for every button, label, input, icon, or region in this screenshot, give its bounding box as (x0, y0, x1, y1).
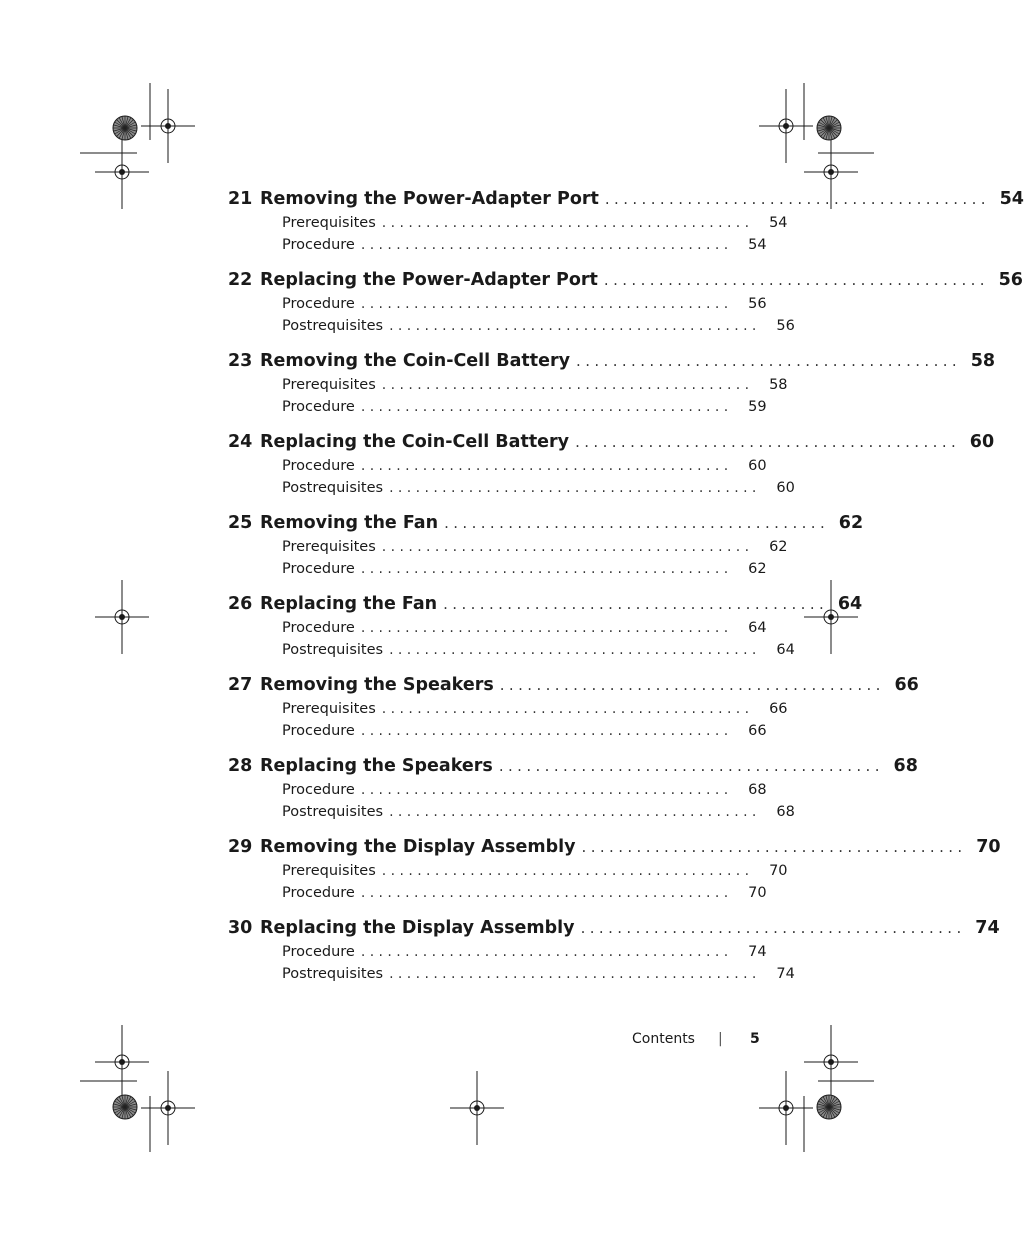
chapter-page: 62 (838, 513, 864, 533)
section-page: 56 (776, 318, 795, 334)
chapter-number: 25 (228, 513, 253, 533)
section-label: Postrequisites (282, 966, 384, 982)
dot-leader: .......................................... (499, 676, 885, 694)
dot-leader: .......................................... (443, 595, 829, 613)
toc-section-entry[interactable] (228, 782, 767, 804)
dot-leader: .......................................... (444, 514, 830, 532)
dot-leader: .......................................... (360, 237, 733, 253)
section-label: Prerequisites (282, 215, 376, 231)
chapter-number: 29 (228, 837, 253, 857)
toc-section-entry[interactable] (228, 458, 767, 480)
dot-leader: .......................................... (381, 863, 754, 879)
section-label: Procedure (282, 782, 355, 798)
chapter-page: 70 (976, 837, 1001, 857)
toc-chapter-entry[interactable] (228, 270, 1023, 296)
dot-leader: .......................................... (389, 642, 761, 658)
section-page: 59 (748, 399, 767, 415)
page-footer (0, 1031, 954, 1053)
chapter-title: Removing the Display Assembly (260, 837, 576, 857)
section-page: 56 (748, 296, 767, 312)
section-label: Procedure (282, 296, 355, 312)
section-page: 60 (776, 480, 795, 496)
dot-leader: .......................................... (360, 723, 733, 739)
section-label: Procedure (282, 399, 355, 415)
toc-chapter-entry[interactable] (228, 756, 918, 782)
dot-leader: .......................................... (389, 480, 761, 496)
toc-chapter-entry[interactable] (228, 432, 995, 458)
chapter-title: Replacing the Speakers (260, 756, 493, 776)
section-page: 66 (748, 723, 767, 739)
dot-leader: .......................................... (576, 352, 962, 370)
dot-leader: .......................................... (498, 757, 884, 775)
toc-section-entry[interactable] (228, 318, 795, 340)
chapter-page: 64 (837, 594, 863, 614)
chapter-page: 56 (998, 270, 1023, 290)
section-page: 54 (769, 215, 788, 231)
footer-section-label: Contents (632, 1031, 695, 1047)
section-page: 64 (776, 642, 795, 658)
chapter-title: Removing the Power-Adapter Port (260, 189, 599, 209)
chapter-title: Replacing the Fan (260, 594, 438, 614)
dot-leader: .......................................... (360, 885, 733, 901)
section-label: Procedure (282, 944, 355, 960)
toc-section-entry[interactable] (228, 966, 795, 988)
toc-chapter-entry[interactable] (228, 837, 1001, 863)
toc-section-entry[interactable] (228, 701, 788, 723)
dot-leader: .......................................... (389, 804, 761, 820)
section-page: 70 (748, 885, 767, 901)
dot-leader: .......................................... (360, 399, 733, 415)
chapter-number: 21 (228, 189, 253, 209)
chapter-number: 28 (228, 756, 253, 776)
toc-chapter-entry[interactable] (228, 513, 864, 539)
chapter-title: Replacing the Coin-Cell Battery (260, 432, 570, 452)
section-page: 68 (776, 804, 795, 820)
section-label: Procedure (282, 885, 355, 901)
section-page: 62 (769, 539, 788, 555)
section-label: Prerequisites (282, 539, 376, 555)
chapter-title: Removing the Fan (260, 513, 439, 533)
chapter-number: 22 (228, 270, 253, 290)
toc-chapter-entry[interactable] (228, 675, 919, 701)
section-label: Prerequisites (282, 701, 376, 717)
dot-leader: .......................................... (389, 966, 761, 982)
dot-leader: .......................................... (360, 296, 733, 312)
section-label: Postrequisites (282, 318, 384, 334)
section-label: Postrequisites (282, 804, 384, 820)
toc-section-entry[interactable] (228, 296, 767, 318)
toc-section-entry[interactable] (228, 237, 767, 259)
section-page: 74 (748, 944, 767, 960)
section-label: Procedure (282, 237, 355, 253)
dot-leader: .......................................... (603, 271, 989, 289)
chapter-number: 27 (228, 675, 253, 695)
toc-section-entry[interactable] (228, 480, 795, 502)
toc-section-entry[interactable] (228, 944, 767, 966)
section-page: 68 (748, 782, 767, 798)
chapter-page: 60 (969, 432, 995, 452)
toc-section-entry[interactable] (228, 642, 795, 664)
chapter-title: Replacing the Display Assembly (260, 918, 575, 938)
toc-section-entry[interactable] (228, 399, 767, 421)
section-label: Procedure (282, 620, 355, 636)
chapter-title: Replacing the Power-Adapter Port (260, 270, 598, 290)
chapter-number: 24 (228, 432, 253, 452)
section-page: 66 (769, 701, 788, 717)
toc-chapter-entry[interactable] (228, 351, 996, 377)
toc-section-entry[interactable] (228, 804, 795, 826)
dot-leader: .......................................... (381, 539, 754, 555)
section-label: Postrequisites (282, 642, 384, 658)
dot-leader: .......................................... (360, 782, 733, 798)
section-page: 58 (769, 377, 788, 393)
dot-leader: .......................................... (360, 620, 733, 636)
chapter-number: 26 (228, 594, 253, 614)
dot-leader: .......................................... (381, 377, 754, 393)
chapter-number: 30 (228, 918, 253, 938)
chapter-page: 66 (894, 675, 919, 695)
dot-leader: .......................................... (360, 944, 733, 960)
chapter-page: 54 (999, 189, 1024, 209)
section-label: Procedure (282, 561, 355, 577)
section-page: 60 (748, 458, 767, 474)
section-label: Prerequisites (282, 863, 376, 879)
footer-page-number: 5 (750, 1031, 760, 1047)
dot-leader: .......................................... (360, 458, 733, 474)
section-page: 54 (748, 237, 767, 253)
section-label: Procedure (282, 723, 355, 739)
section-label: Postrequisites (282, 480, 384, 496)
section-page: 62 (748, 561, 767, 577)
toc-section-entry[interactable] (228, 215, 788, 237)
toc-section-entry[interactable] (228, 561, 767, 583)
section-label: Procedure (282, 458, 355, 474)
chapter-page: 68 (893, 756, 918, 776)
chapter-number: 23 (228, 351, 253, 371)
section-label: Prerequisites (282, 377, 376, 393)
dot-leader: .......................................... (381, 701, 754, 717)
dot-leader: .......................................... (581, 838, 967, 856)
section-page: 74 (776, 966, 795, 982)
dot-leader: .......................................... (381, 215, 754, 231)
toc-section-entry[interactable] (228, 863, 788, 885)
chapter-title: Removing the Coin-Cell Battery (260, 351, 571, 371)
toc-section-entry[interactable] (228, 377, 788, 399)
section-page: 64 (748, 620, 767, 636)
dot-leader: .......................................... (575, 433, 961, 451)
chapter-title: Removing the Speakers (260, 675, 494, 695)
footer-separator: | (718, 1031, 723, 1047)
dot-leader: .......................................... (580, 919, 966, 937)
toc-chapter-entry[interactable] (228, 918, 1000, 944)
toc-chapter-entry[interactable] (228, 594, 863, 620)
toc-section-entry[interactable] (228, 620, 767, 642)
section-page: 70 (769, 863, 788, 879)
dot-leader: .......................................... (360, 561, 733, 577)
chapter-page: 74 (975, 918, 1000, 938)
toc-section-entry[interactable] (228, 885, 767, 907)
toc-section-entry[interactable] (228, 539, 788, 561)
dot-leader: .......................................... (604, 190, 990, 208)
dot-leader: .......................................... (389, 318, 761, 334)
toc-chapter-entry[interactable] (228, 189, 1024, 215)
chapter-page: 58 (970, 351, 996, 371)
toc-section-entry[interactable] (228, 723, 767, 745)
